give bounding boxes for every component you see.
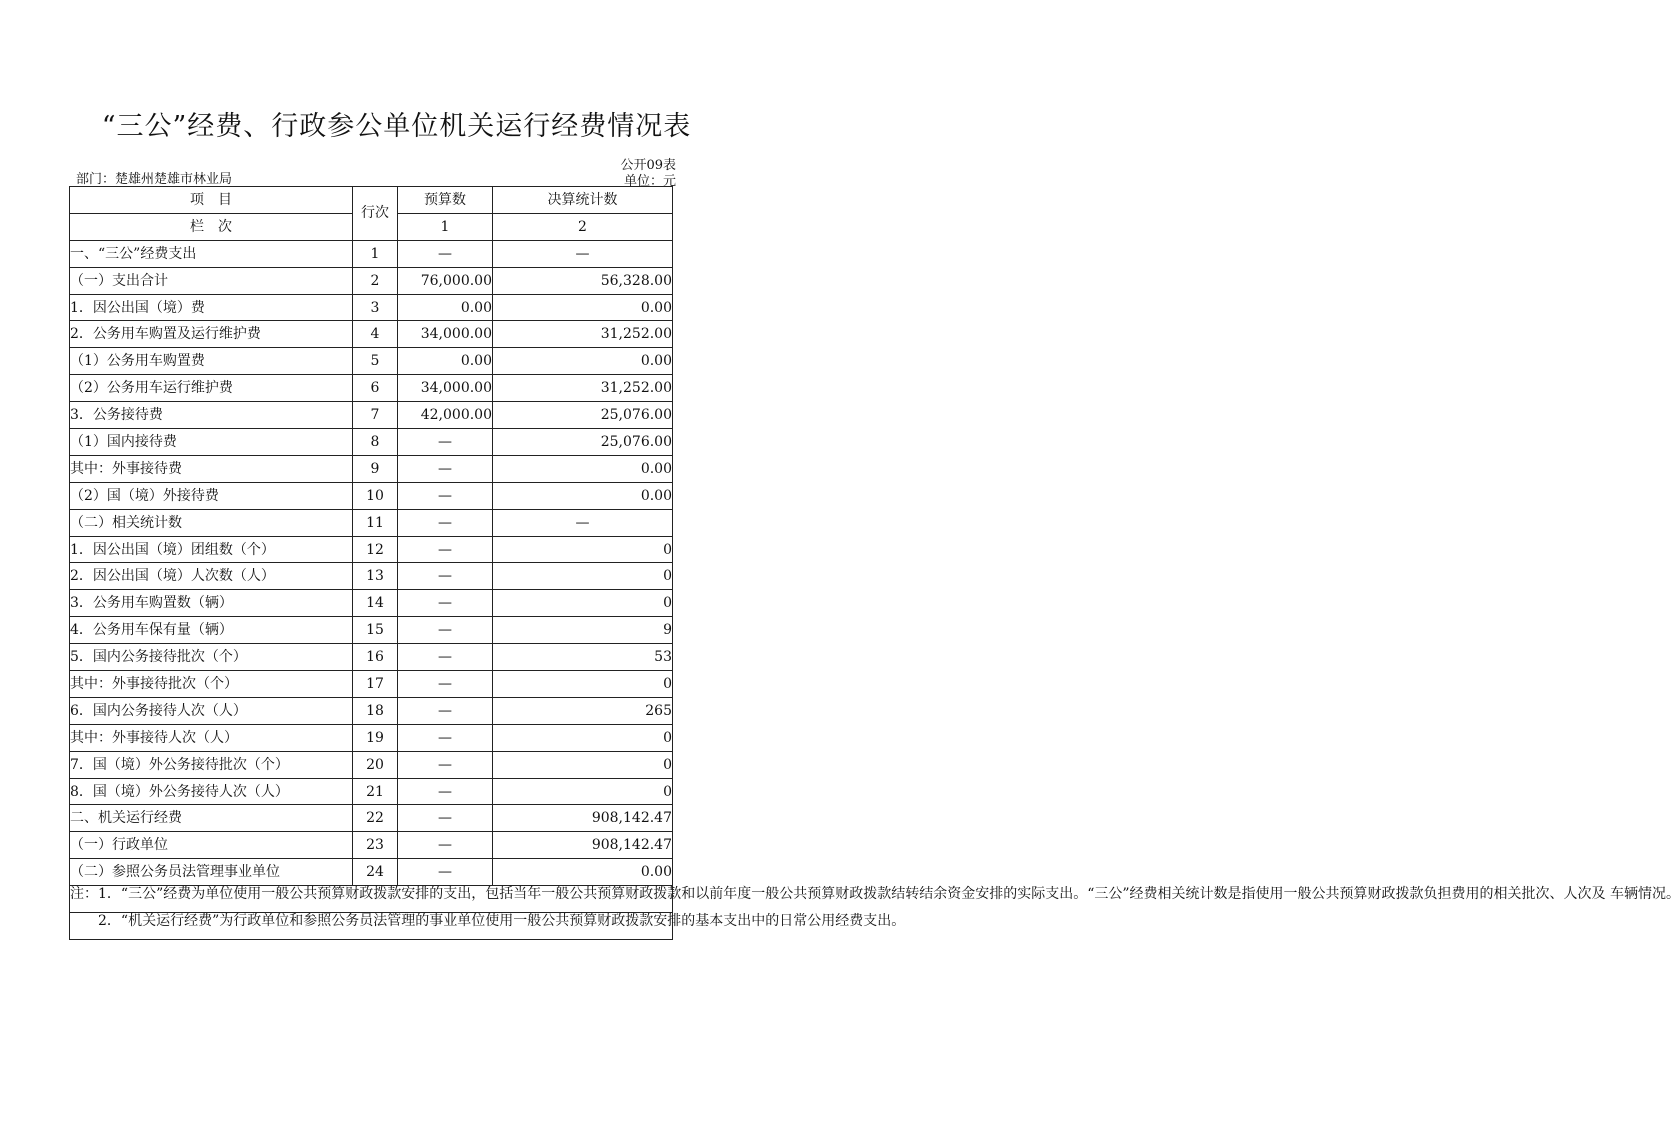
row-final: 56,328.00 [493, 267, 673, 294]
row-budget: — [398, 240, 493, 267]
table-row [70, 563, 673, 590]
row-item: 8．国（境）外公务接待人次（人） [70, 778, 353, 805]
table-row [70, 267, 673, 294]
row-seq: 12 [353, 536, 398, 563]
row-item: （一）行政单位 [70, 832, 353, 859]
row-item: 6．国内公务接待人次（人） [70, 697, 353, 724]
notes-row [70, 886, 673, 913]
row-item: 一、“三公”经费支出 [70, 240, 353, 267]
row-final: 31,252.00 [493, 375, 673, 402]
row-final: 265 [493, 697, 673, 724]
row-final: 0 [493, 724, 673, 751]
row-final: 53 [493, 644, 673, 671]
row-budget: — [398, 482, 493, 509]
row-item: 1．因公出国（境）费 [70, 294, 353, 321]
row-item: （二）相关统计数 [70, 509, 353, 536]
row-budget: — [398, 617, 493, 644]
row-final: 0.00 [493, 348, 673, 375]
row-item: 其中：外事接待批次（个） [70, 671, 353, 698]
row-item: （2）国（境）外接待费 [70, 482, 353, 509]
row-item: （2）公务用车运行维护费 [70, 375, 353, 402]
row-item: 2．因公出国（境）人次数（人） [70, 563, 353, 590]
table-row [70, 617, 673, 644]
row-final: 0 [493, 563, 673, 590]
table-row [70, 751, 673, 778]
row-item: 3．公务用车购置数（辆） [70, 590, 353, 617]
header-column-label: 栏 次 [70, 213, 353, 240]
header-item: 项 目 [70, 187, 353, 214]
row-budget: — [398, 751, 493, 778]
table-row [70, 805, 673, 832]
row-seq: 10 [353, 482, 398, 509]
row-budget: — [398, 590, 493, 617]
row-final: 908,142.47 [493, 832, 673, 859]
header-final: 决算统计数 [493, 187, 673, 214]
table-row [70, 321, 673, 348]
row-seq: 6 [353, 375, 398, 402]
row-seq: 24 [353, 859, 398, 886]
row-seq: 9 [353, 455, 398, 482]
table-row [70, 402, 673, 429]
notes-row [70, 913, 673, 940]
row-seq: 14 [353, 590, 398, 617]
unit-label: 单位：元 [623, 174, 676, 189]
row-budget: — [398, 429, 493, 456]
row-final: 25,076.00 [493, 429, 673, 456]
table-row [70, 778, 673, 805]
row-item: 二、机关运行经费 [70, 805, 353, 832]
table-row [70, 590, 673, 617]
row-item: 其中：外事接待费 [70, 455, 353, 482]
table-row [70, 482, 673, 509]
row-final: 908,142.47 [493, 805, 673, 832]
header-final-col-no: 2 [493, 213, 673, 240]
row-final: 31,252.00 [493, 321, 673, 348]
row-budget: 34,000.00 [398, 375, 493, 402]
row-seq: 22 [353, 805, 398, 832]
row-budget: 0.00 [398, 294, 493, 321]
row-budget: — [398, 509, 493, 536]
row-final: 0 [493, 590, 673, 617]
table-row [70, 536, 673, 563]
row-final: 0.00 [493, 482, 673, 509]
row-item: （1）国内接待费 [70, 429, 353, 456]
table-row [70, 240, 673, 267]
row-budget: — [398, 697, 493, 724]
row-seq: 17 [353, 671, 398, 698]
table-row [70, 671, 673, 698]
row-seq: 23 [353, 832, 398, 859]
row-seq: 15 [353, 617, 398, 644]
row-seq: 19 [353, 724, 398, 751]
row-budget: — [398, 644, 493, 671]
table-row [70, 375, 673, 402]
page-title: “三公”经费、行政参公单位机关运行经费情况表 [101, 111, 692, 142]
row-budget: — [398, 455, 493, 482]
row-final: 0 [493, 536, 673, 563]
header-budget: 预算数 [398, 187, 493, 214]
row-budget: — [398, 536, 493, 563]
row-budget: — [398, 832, 493, 859]
table-row [70, 832, 673, 859]
row-budget: 34,000.00 [398, 321, 493, 348]
row-seq: 8 [353, 429, 398, 456]
row-budget: 0.00 [398, 348, 493, 375]
row-budget: — [398, 671, 493, 698]
row-item: 1．因公出国（境）团组数（个） [70, 536, 353, 563]
row-item: 5．国内公务接待批次（个） [70, 644, 353, 671]
row-final: 0 [493, 671, 673, 698]
form-code: 公开09表 [620, 158, 676, 173]
row-item: 7．国（境）外公务接待批次（个） [70, 751, 353, 778]
note-1: 注：1．“三公”经费为单位使用一般公共预算财政拨款安排的支出，包括当年一般公共预算财政拨款和以前年度一般公共预算财政拨款结转结余资金安排的实际支出。“三公”经费相关统计数是指使用一般公共预算财政拨款负担费用的相关批次、人次及 车辆情况。 [70, 886, 673, 913]
row-seq: 13 [353, 563, 398, 590]
note-2: 2．“机关运行经费”为行政单位和参照公务员法管理的事业单位使用一般公共预算财政拨款安排的基本支出中的日常公用经费支出。 [70, 913, 673, 940]
row-budget: 76,000.00 [398, 267, 493, 294]
row-item: 其中：外事接待人次（人） [70, 724, 353, 751]
row-final: 9 [493, 617, 673, 644]
row-item: （二）参照公务员法管理事业单位 [70, 859, 353, 886]
row-final: 0.00 [493, 294, 673, 321]
header-budget-col-no: 1 [398, 213, 493, 240]
row-final: 25,076.00 [493, 402, 673, 429]
row-item: 4．公务用车保有量（辆） [70, 617, 353, 644]
row-seq: 18 [353, 697, 398, 724]
row-budget: — [398, 859, 493, 886]
table-row [70, 455, 673, 482]
row-seq: 2 [353, 267, 398, 294]
table-row [70, 697, 673, 724]
row-seq: 1 [353, 240, 398, 267]
table-row [70, 348, 673, 375]
row-item: （1）公务用车购置费 [70, 348, 353, 375]
row-seq: 20 [353, 751, 398, 778]
table-row [70, 644, 673, 671]
row-seq: 5 [353, 348, 398, 375]
table-row [70, 429, 673, 456]
row-budget: — [398, 563, 493, 590]
table-row [70, 724, 673, 751]
row-budget: — [398, 778, 493, 805]
row-budget: — [398, 805, 493, 832]
row-item: 2．公务用车购置及运行维护费 [70, 321, 353, 348]
row-final: 0 [493, 751, 673, 778]
department-label: 部门：楚雄州楚雄市林业局 [76, 172, 233, 187]
table-row [70, 509, 673, 536]
row-final: — [493, 509, 673, 536]
row-seq: 21 [353, 778, 398, 805]
row-seq: 16 [353, 644, 398, 671]
header-seq: 行次 [353, 187, 398, 241]
row-seq: 4 [353, 321, 398, 348]
row-final: 0.00 [493, 455, 673, 482]
row-item: 3．公务接待费 [70, 402, 353, 429]
row-seq: 7 [353, 402, 398, 429]
row-final: 0.00 [493, 859, 673, 886]
table-row [70, 859, 673, 886]
row-seq: 11 [353, 509, 398, 536]
table-row [70, 294, 673, 321]
row-final: 0 [493, 778, 673, 805]
row-budget: 42,000.00 [398, 402, 493, 429]
row-final: — [493, 240, 673, 267]
row-budget: — [398, 724, 493, 751]
row-seq: 3 [353, 294, 398, 321]
row-item: （一）支出合计 [70, 267, 353, 294]
header-row [70, 187, 673, 214]
expense-table [69, 186, 1680, 940]
